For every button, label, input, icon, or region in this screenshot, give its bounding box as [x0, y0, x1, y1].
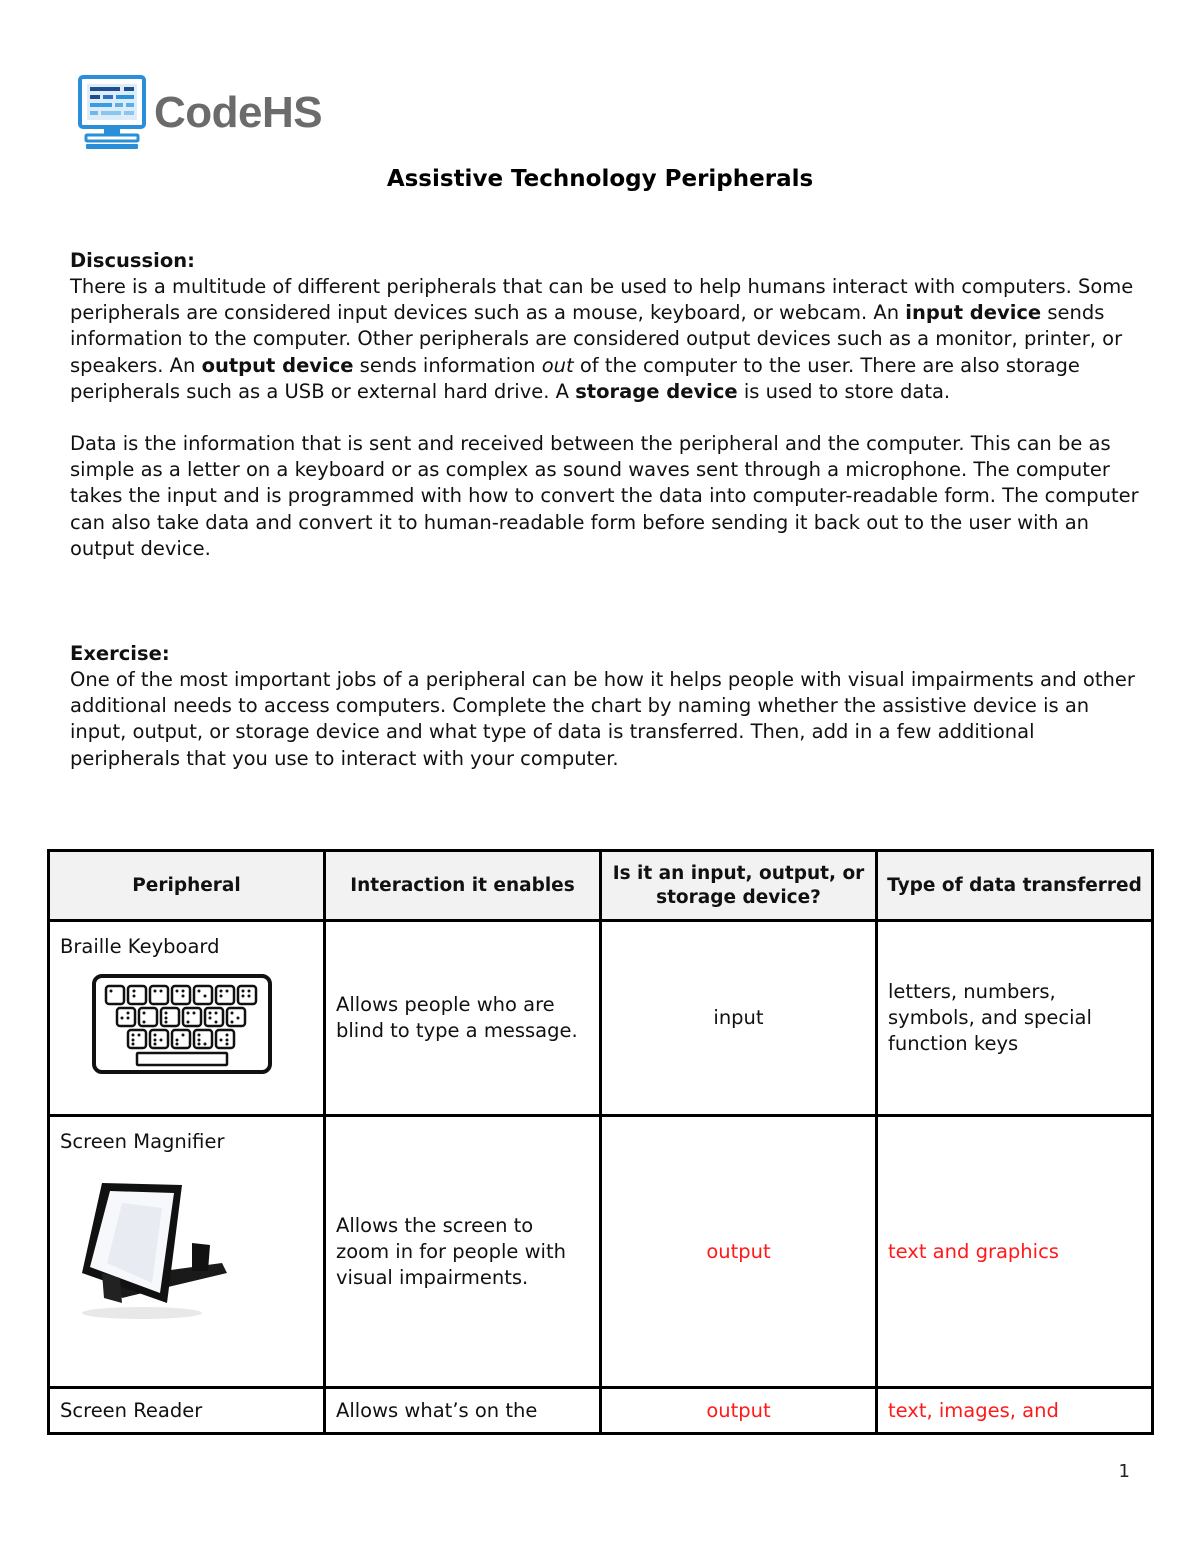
cell-peripheral [49, 1116, 325, 1388]
header-interaction: Interaction it enables [325, 851, 601, 921]
header-data-type: Type of data transferred [877, 851, 1153, 921]
discussion-paragraph-1: There is a multitude of different peripherals that can be used to help humans interact with computers. Some peripherals are considered input devices such as a mouse, keyboard, or webcam. An input device sends information to the computer. Other peripherals are considered output devices such as a monitor, printer, or speakers. An output device sends information out of the computer to the user. There are also storage peripherals such as a USB or external hard drive. A storage device is used to store data. [70, 275, 1134, 403]
term-storage-device: storage device [575, 379, 738, 403]
cell-device-type: input [601, 921, 877, 1116]
brand-name: CodeHS [154, 88, 323, 137]
monitor-icon [78, 75, 146, 151]
codehs-logo [78, 75, 322, 151]
peripheral-name: Screen Magnifier [60, 1130, 225, 1153]
table-header-row [49, 851, 1153, 921]
exercise-heading: Exercise: [70, 642, 170, 665]
table-row [49, 1388, 1153, 1434]
term-output-device: output device [201, 353, 354, 377]
cell-data-type: text and graphics [877, 1116, 1153, 1388]
discussion-heading: Discussion: [70, 249, 195, 272]
cell-peripheral: Screen Reader [49, 1388, 325, 1434]
cell-device-type: output [601, 1116, 877, 1388]
page-title: Assistive Technology Peripherals [386, 166, 814, 192]
header-device-type: Is it an input, output, or storage device? [601, 851, 877, 921]
discussion-paragraph-2: Data is the information that is sent and received between the peripheral and the computer. This can be as simple as a letter on a keyboard or as complex as sound waves sent through a microphone. The computer takes the input and is programmed with how to convert the data into computer-readable form. The computer can also take data and convert it to human-readable form before sending it back out to the user with an output device. [70, 432, 1139, 560]
table-row [49, 1116, 1153, 1388]
screen-magnifier-icon [62, 1163, 242, 1323]
exercise-section [70, 641, 1140, 772]
cell-interaction: Allows people who are blind to type a message. [325, 921, 601, 1116]
braille-keyboard-icon [82, 966, 282, 1076]
discussion-section [70, 248, 1140, 562]
exercise-paragraph: One of the most important jobs of a peripheral can be how it helps people with visual impairments and other additional needs to access computers. Complete the chart by naming whether the assistive device is an input, output, or storage device and what type of data is transferred. Then, add in a few additional peripherals that you use to interact with your computer. [70, 668, 1135, 770]
peripherals-table [47, 849, 1154, 1435]
cell-peripheral [49, 921, 325, 1116]
table-row [49, 921, 1153, 1116]
cell-data-type: letters, numbers, symbols, and special function keys [877, 921, 1153, 1116]
cell-device-type: output [601, 1388, 877, 1434]
term-input-device: input device [905, 301, 1042, 325]
cell-interaction: Allows the screen to zoom in for people with visual impairments. [325, 1116, 601, 1388]
page-number: 1 [1118, 1461, 1130, 1482]
cell-data-type: text, images, and [877, 1388, 1153, 1434]
cell-interaction: Allows what’s on the [325, 1388, 601, 1434]
peripheral-name: Braille Keyboard [60, 935, 220, 958]
header-peripheral: Peripheral [49, 851, 325, 921]
